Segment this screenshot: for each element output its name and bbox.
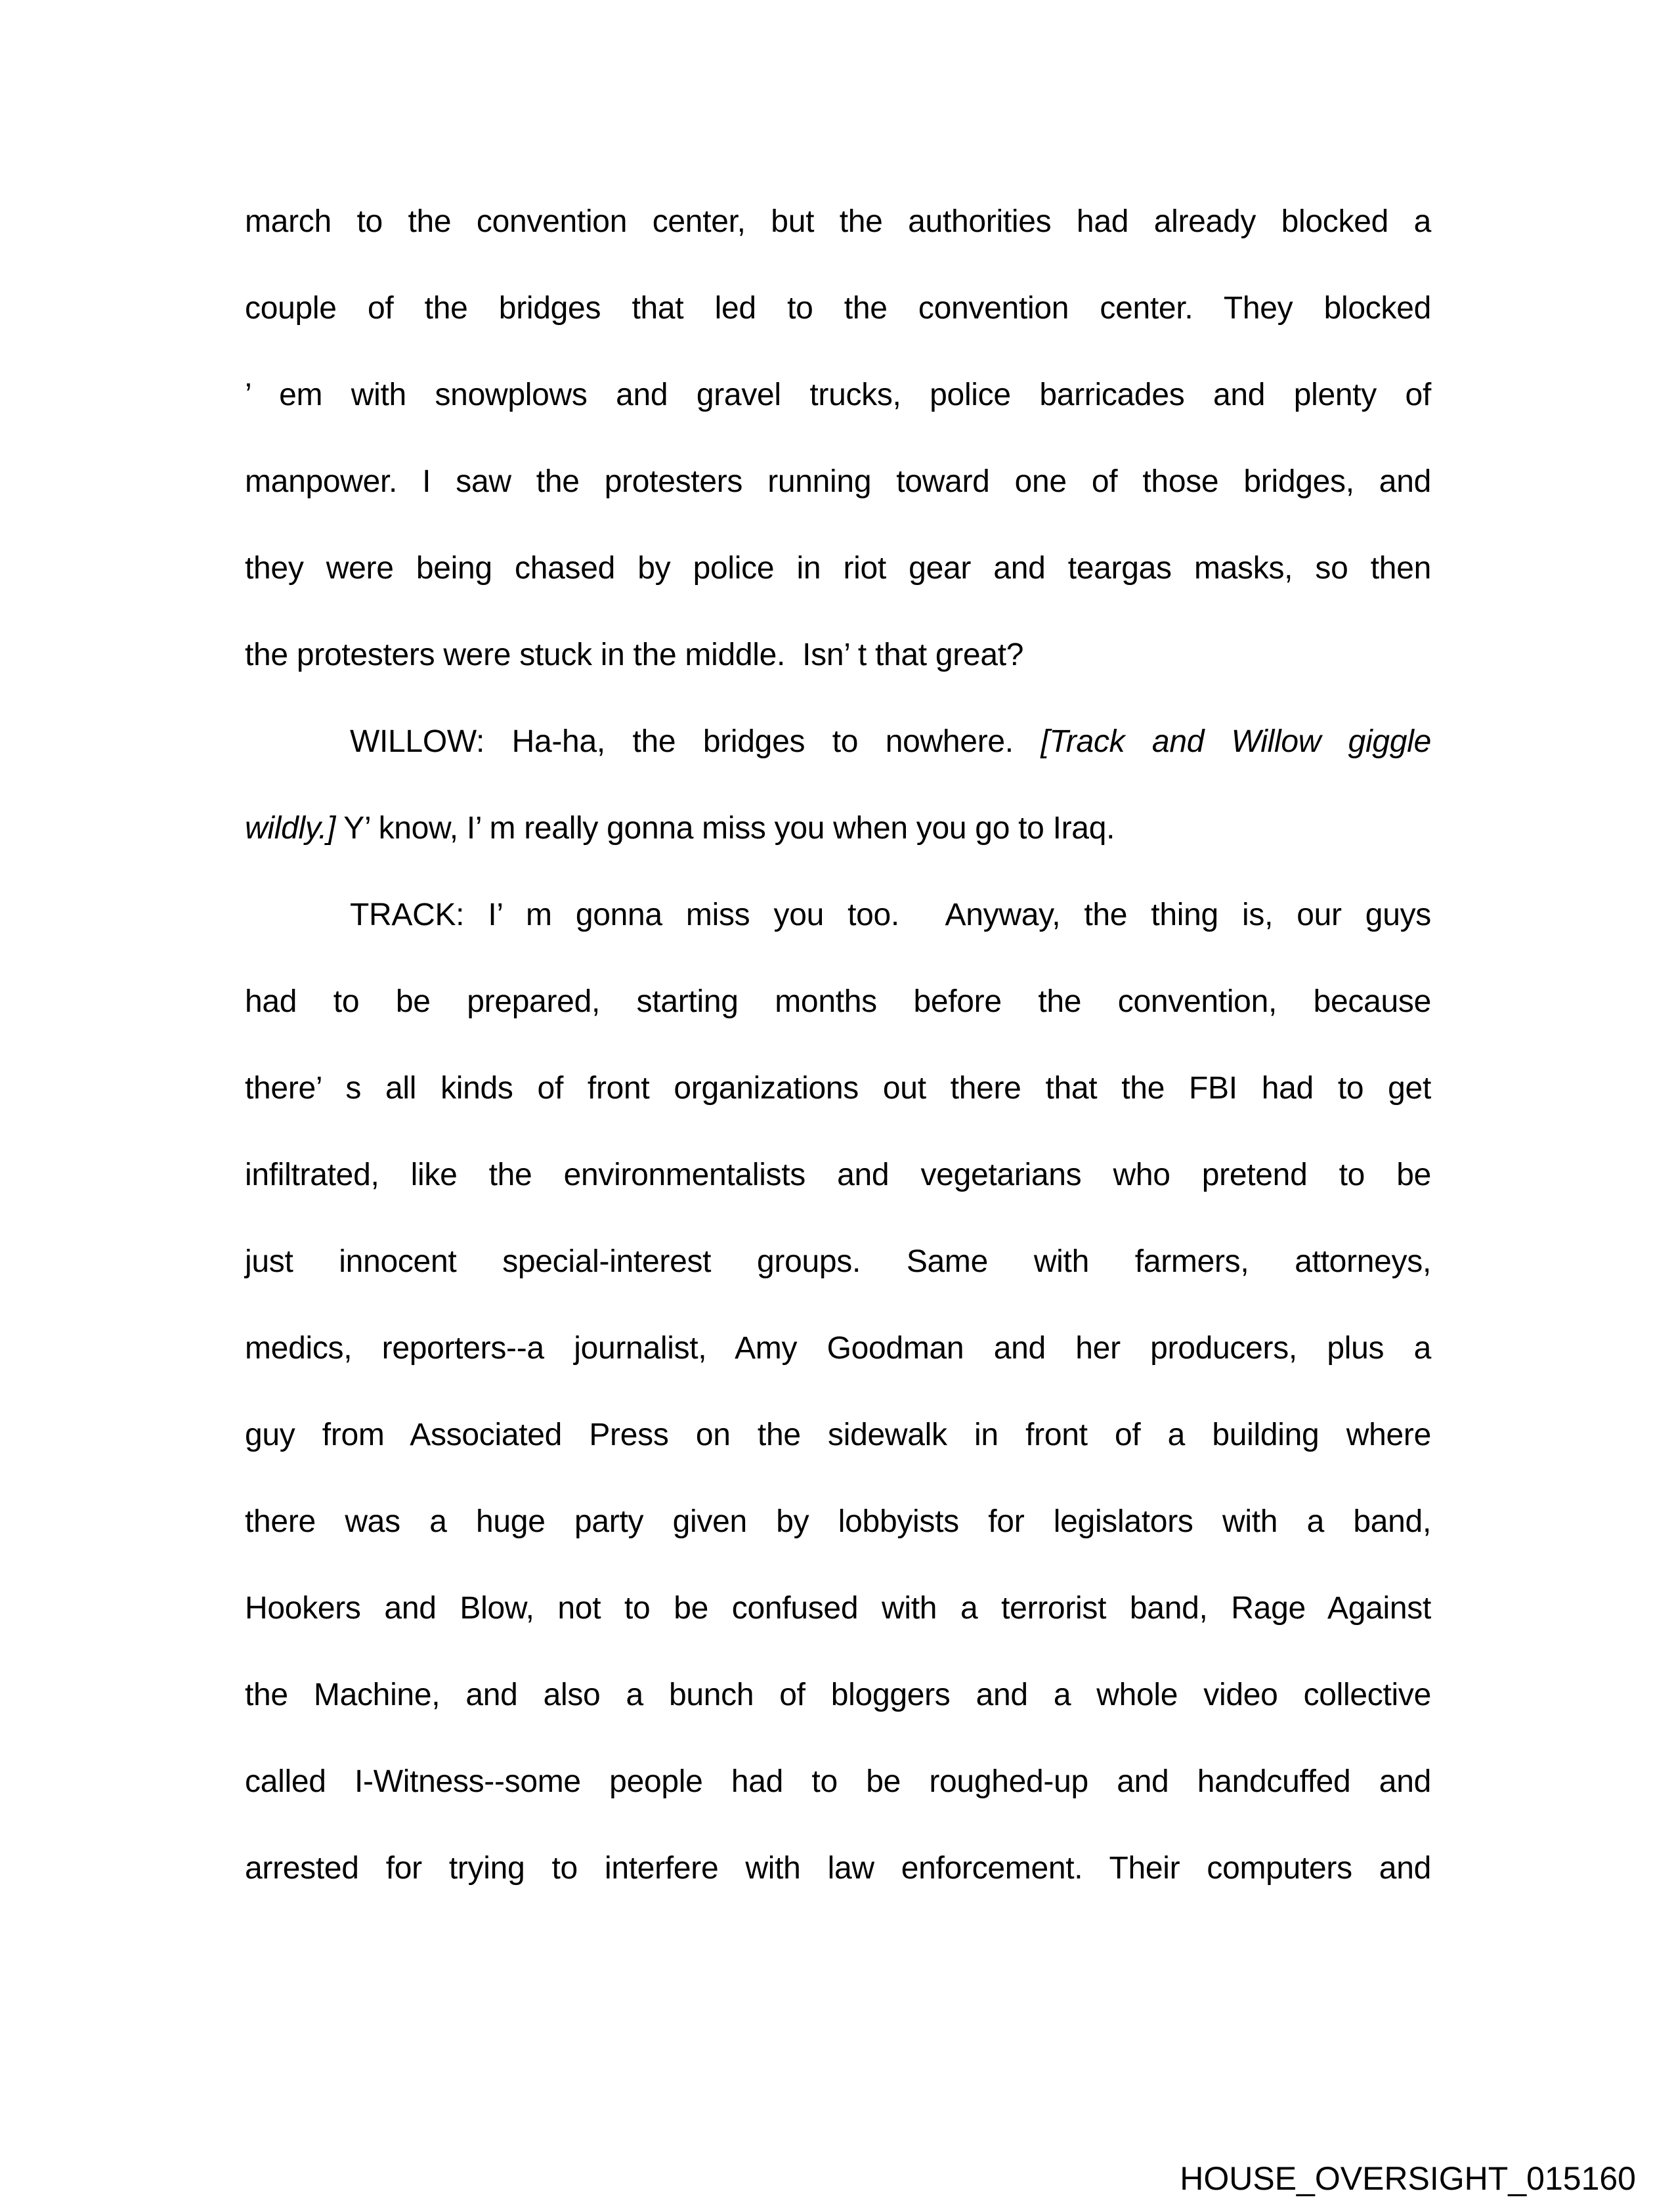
text-segment: march to the convention center, but the authorities had already blocked a (245, 204, 1431, 239)
text-segment: medics, reporters--a journalist, Amy Goodman and her producers, plus a (245, 1331, 1431, 1366)
text-segment: just innocent special-interest groups. Same with farmers, attorneys, (245, 1244, 1431, 1279)
text-line (245, 179, 1431, 265)
bates-number: HOUSE_OVERSIGHT_015160 (1180, 2160, 1636, 2197)
text-line (245, 1219, 1431, 1305)
text-line (245, 612, 1431, 699)
text-line (245, 439, 1431, 525)
text-segment: guy from Associated Press on the sidewalk in front of a building where (245, 1418, 1431, 1452)
text-line (245, 1565, 1431, 1652)
text-segment: Hookers and Blow, not to be confused with a terrorist band, Rage Against (245, 1591, 1431, 1626)
text-line (245, 1132, 1431, 1219)
text-line (245, 1652, 1431, 1739)
text-segment: had to be prepared, starting months before the convention, because (245, 984, 1431, 1019)
text-segment: manpower. I saw the protesters running toward one of those bridges, and (245, 464, 1431, 499)
stage-direction-text: [Track and Willow giggle (1041, 724, 1431, 759)
text-segment: the Machine, and also a bunch of bloggers and a whole video collective (245, 1678, 1431, 1712)
text-line (245, 1392, 1431, 1479)
text-line (245, 1479, 1431, 1565)
text-segment: they were being chased by police in riot gear and teargas masks, so then (245, 551, 1431, 586)
text-segment: called I-Witness--some people had to be roughed-up and handcuffed and (245, 1764, 1431, 1799)
text-segment: ’ em with snowplows and gravel trucks, police barricades and plenty of (245, 378, 1431, 412)
text-segment: there’ s all kinds of front organizations out there that the FBI had to get (245, 1071, 1431, 1106)
text-segment: there was a huge party given by lobbyists for legislators with a band, (245, 1504, 1431, 1539)
text-segment: infiltrated, like the environmentalists and vegetarians who pretend to be (245, 1158, 1431, 1192)
text-segment: couple of the bridges that led to the convention center. They blocked (245, 291, 1431, 326)
text-segment: TRACK: I’ m gonna miss you too. Anyway, the thing is, our guys (350, 898, 1431, 932)
text-line (245, 785, 1431, 872)
stage-direction-text: wildly.] (245, 811, 336, 846)
text-line (245, 352, 1431, 439)
text-line (245, 699, 1431, 785)
text-line (245, 872, 1431, 959)
text-segment: WILLOW: Ha-ha, the bridges to nowhere. (350, 724, 1041, 759)
text-line (245, 959, 1431, 1045)
document-body-text (245, 179, 1431, 1912)
text-segment: Y’ know, I’ m really gonna miss you when you go to Iraq. (335, 811, 1115, 846)
text-line (245, 1739, 1431, 1825)
text-segment: the protesters were stuck in the middle. Isn’ t that great? (245, 638, 1024, 672)
text-line (245, 265, 1431, 352)
text-line (245, 1305, 1431, 1392)
text-line (245, 525, 1431, 612)
text-line (245, 1045, 1431, 1132)
text-segment: arrested for trying to interfere with law enforcement. Their computers and (245, 1851, 1431, 1886)
text-line (245, 1825, 1431, 1912)
